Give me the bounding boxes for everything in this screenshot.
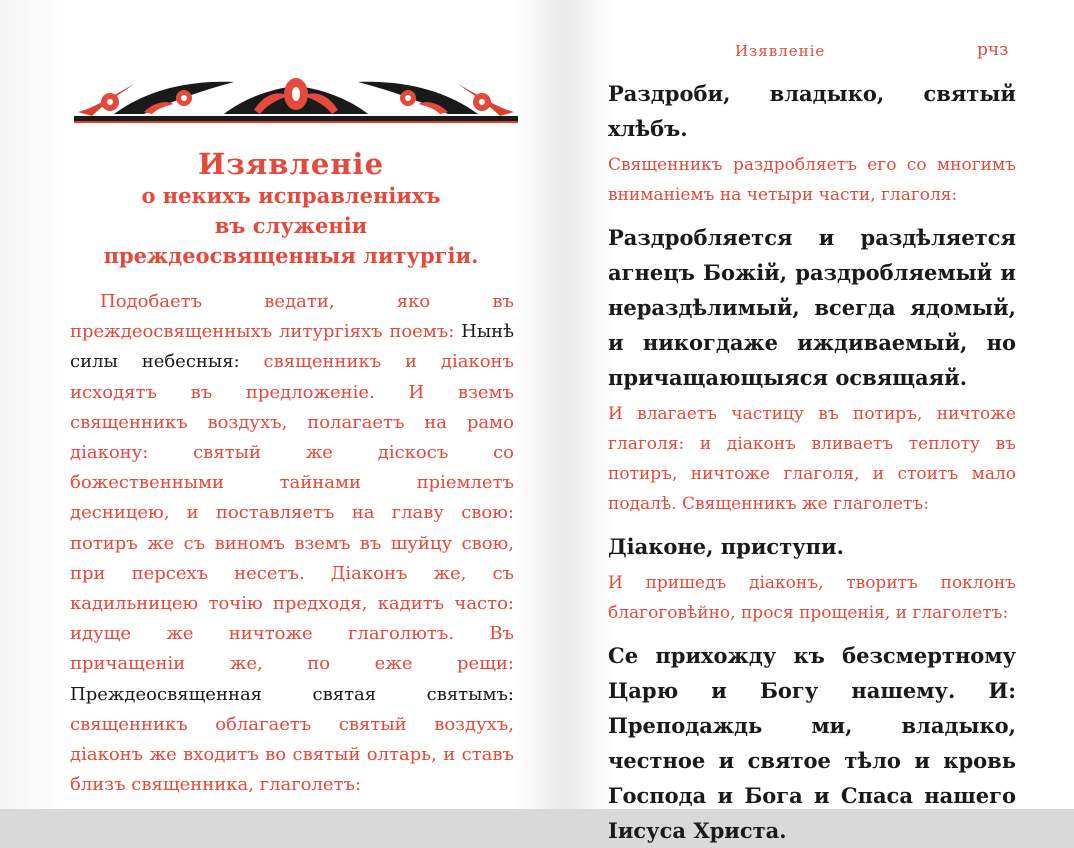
page-number: рчз xyxy=(977,40,1009,60)
liturgical-text: Се прихожду къ безсмертному Царю и Богу нашему. И: Преподаждь ми, владыко, честное и святое тѣло и кровь Господа и Бога и Спаса нашего Іисуса Христа. xyxy=(608,643,1016,843)
rubric-text: священникъ и діаконъ исходятъ въ предложеніе. И вземъ священникъ воздухъ, полагаетъ на рамо діакону: святый же діскосъ со божественными тайнами пріемлетъ десницею, и поставляетъ на главу свою: потиръ же съ виномъ вземъ въ шуйцу свою, при персехъ несетъ. Діаконъ же, съ кадильницею точію предходя, кадитъ часто: идуще же ничтоже глаголютъ. Въ причащеніи же, по еже рещи: xyxy=(70,351,515,675)
chapter-subtitle-line-1: о некихъ исправленіихъ xyxy=(141,183,441,208)
liturgical-text: Діаконе, приступи. xyxy=(608,534,844,559)
running-title: Изявленіе xyxy=(735,42,826,60)
liturgical-text: Раздробляется и раздѣляется агнецъ Божій, раздробляемый и нераздѣлимый, всегда ядомый, и никогдаже иждиваемый, но причащающыяся освящаяй. xyxy=(608,225,1016,390)
chapter-title-block xyxy=(70,147,512,271)
rubric-text: Подобаетъ ведати, яко въ преждеосвященныхъ литургіяхъ поемъ: xyxy=(70,291,514,343)
chapter-title: Изявленіе xyxy=(197,147,385,181)
left-body-text xyxy=(70,287,514,800)
liturgical-text: Раздроби, владыко, святый хлѣбъ. xyxy=(608,81,1016,141)
rubric-text: Священникъ раздробляетъ его со многимъ вниманіемъ на четыри части, глаголя: xyxy=(608,155,1016,205)
liturgical-text: Нынѣ силы небесныя: xyxy=(70,321,514,373)
rubric-text: священникъ облагаетъ святый воздухъ, діаконъ же входитъ во святый олтарь, и ставъ близъ священника, глаголетъ: xyxy=(70,713,514,796)
liturgical-text: Преждеосвященная святая святымъ: xyxy=(70,683,514,705)
rubric-paragraph xyxy=(70,287,514,800)
rubric-text: И пришедъ діаконъ, творитъ поклонъ благоговѣйно, прося прощенія, и глаголетъ: xyxy=(608,573,1016,623)
right-body-text xyxy=(608,76,1016,848)
headpiece-ornament xyxy=(74,72,518,124)
chapter-subtitle-line-2: въ служеніи xyxy=(214,213,368,238)
rubric-text: И влагаетъ частицу въ потиръ, ничтоже глаголя: и діаконъ вливаетъ теплоту въ потиръ, ничтоже глаголя, и стоитъ мало подалѣ. Священникъ же глаголетъ: xyxy=(608,404,1016,514)
chapter-subtitle-line-3: преждеосвященныя литургіи. xyxy=(103,243,479,268)
